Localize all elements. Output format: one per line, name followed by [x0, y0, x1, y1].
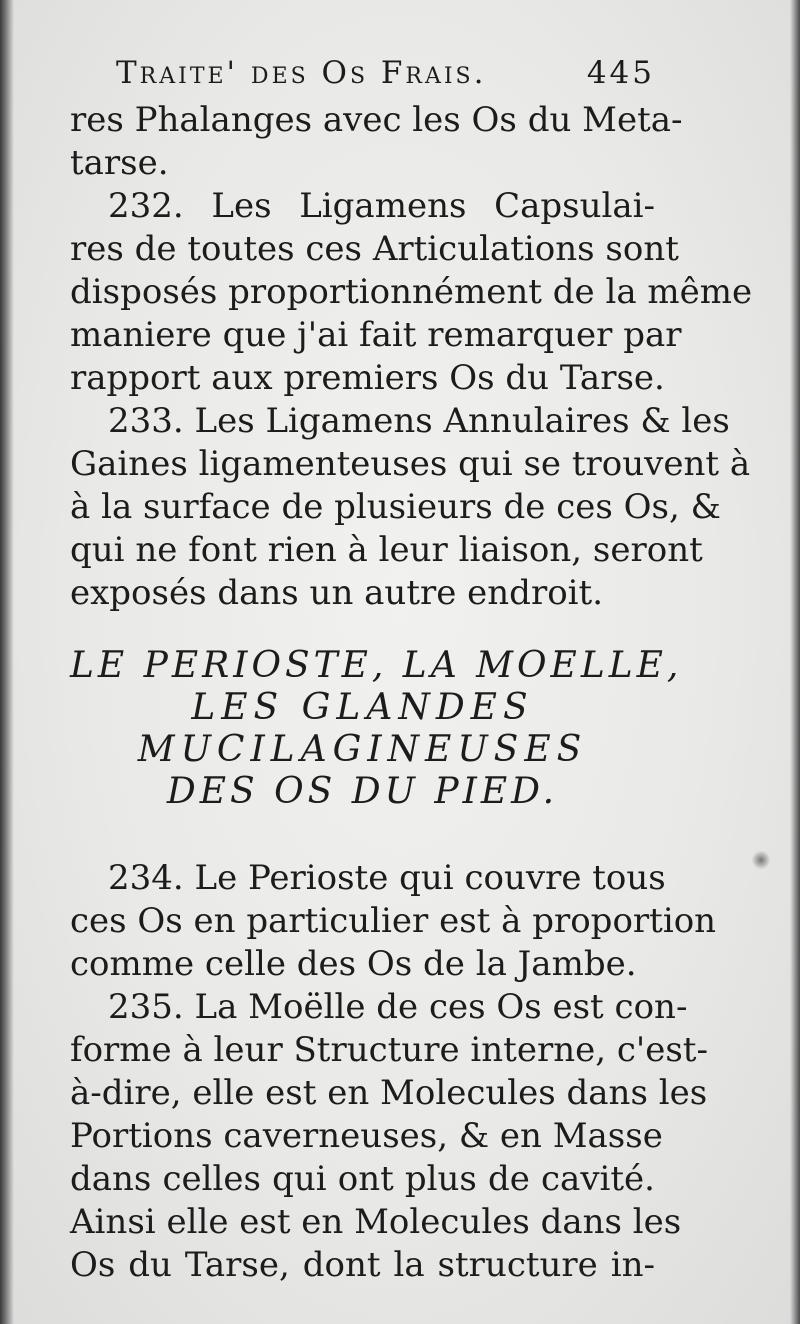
text-line: maniere que j'ai fait remarquer par [70, 315, 682, 355]
paper-stain [752, 850, 770, 870]
text-line: 232. Les Ligamens Capsulai- [108, 186, 655, 226]
section-heading [70, 645, 683, 813]
spacer [70, 813, 655, 857]
text-line: dans celles qui ont plus de cavité. [70, 1159, 655, 1199]
text-line: ces Os en particulier est à proportion [70, 901, 717, 941]
text-line: exposés dans un autre endroit. [70, 573, 604, 613]
running-header [70, 55, 655, 99]
paragraph-234 [70, 857, 717, 986]
page-edge-shadow-left [0, 0, 14, 1324]
spacer [70, 615, 655, 645]
text-line: 233. Les Ligamens Annulaires & les [108, 401, 730, 441]
text-line: Os du Tarse, dont la structure in- [70, 1245, 655, 1285]
paragraph-233 [70, 400, 751, 615]
text-line: Portions caverneuses, & en Masse [70, 1116, 663, 1156]
text-line: 235. La Moëlle de ces Os est con- [108, 987, 688, 1027]
text-line: 234. Le Perioste qui couvre tous [108, 858, 666, 898]
page-edge-shadow-right [790, 0, 800, 1324]
heading-line: DES OS DU PIED. [166, 771, 559, 812]
paragraph-continued [70, 99, 683, 185]
heading-line: LE PERIOSTE, LA MOELLE, [70, 645, 683, 686]
text-line: qui ne font rien à leur liaison, seront [70, 530, 703, 570]
page-number: 445 [586, 55, 655, 91]
running-title: Traite' des Os Frais. [116, 55, 487, 91]
text-line: à-dire, elle est en Molecules dans les [70, 1073, 708, 1113]
text-line: forme à leur Structure interne, c'est- [70, 1030, 708, 1070]
text-line: res Phalanges avec les Os du Meta- [70, 100, 683, 140]
text-line: Gaines ligamenteuses qui se trouvent à [70, 444, 751, 484]
heading-line: MUCILAGINEUSES [137, 729, 588, 770]
text-line: tarse. [70, 143, 169, 183]
heading-line: LES GLANDES [191, 687, 534, 728]
text-line: rapport aux premiers Os du Tarse. [70, 358, 665, 398]
paragraph-235 [70, 986, 708, 1287]
paragraph-232 [70, 185, 753, 400]
text-line: disposés proportionnément de la même [70, 272, 753, 312]
text-line: Ainsi elle est en Molecules dans les [70, 1202, 682, 1242]
text-line: à la surface de plusieurs de ces Os, & [70, 487, 721, 527]
text-line: res de toutes ces Articulations sont [70, 229, 679, 269]
text-line: comme celle des Os de la Jambe. [70, 944, 637, 984]
page-text [70, 55, 753, 1287]
